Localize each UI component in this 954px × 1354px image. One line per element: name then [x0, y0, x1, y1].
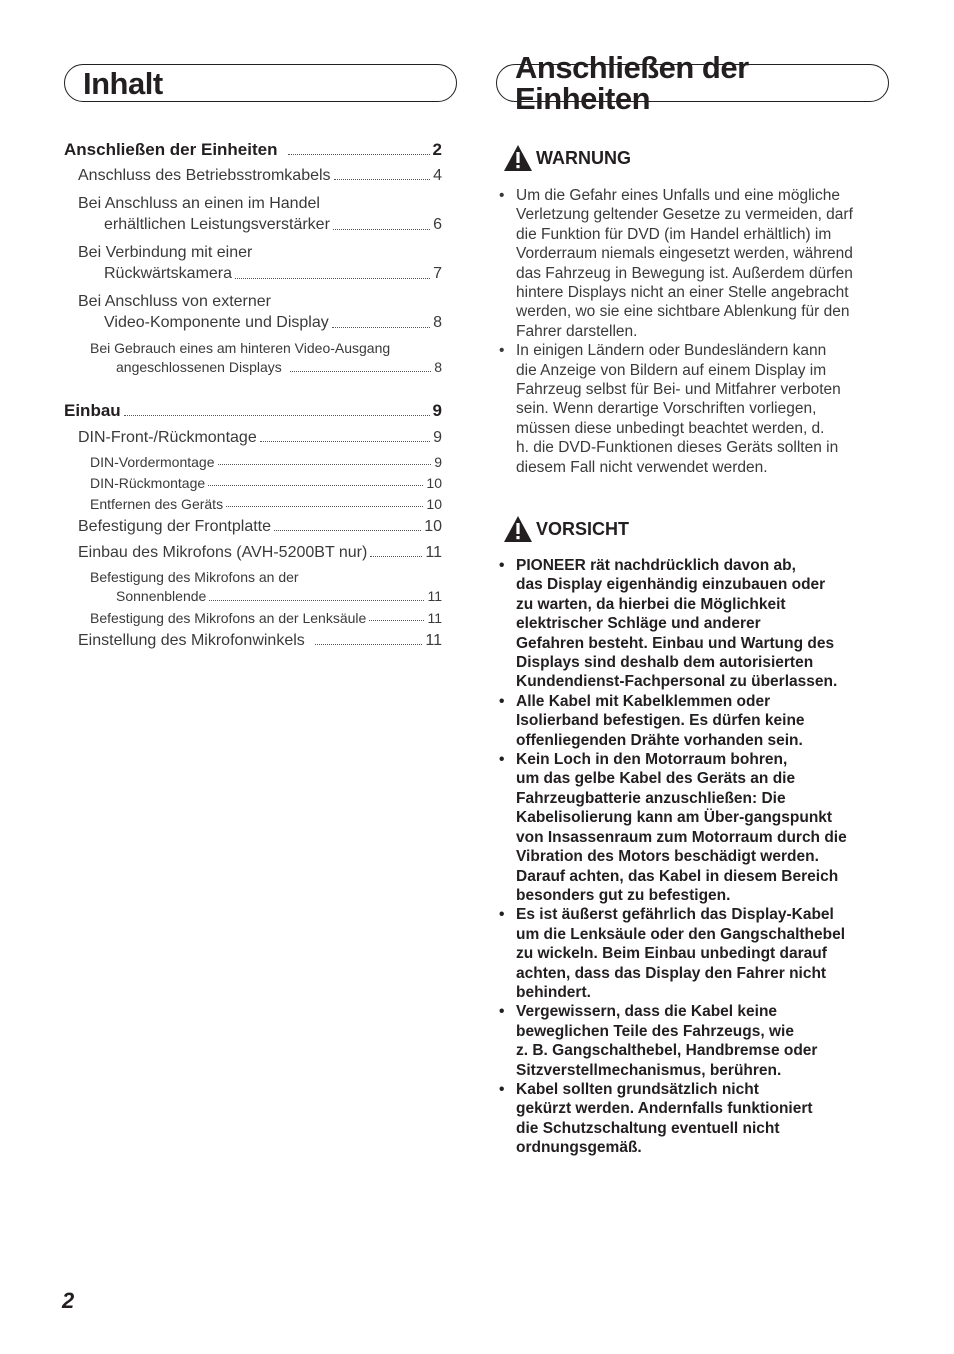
toc-entry-label: DIN-Vordermontage: [90, 454, 215, 470]
toc-entry-label: Einbau: [64, 401, 121, 420]
toc-entry-label: Bei Gebrauch eines am hinteren Video-Ausgang: [90, 340, 391, 356]
toc-entry[interactable]: [64, 568, 442, 606]
caution-item-line: behindert.: [516, 983, 591, 1001]
caution-item-line: Isolierband befestigen. Es dürfen keine: [516, 712, 805, 730]
caution-item-line: das Display eigenhändig einzubauen oder: [516, 576, 826, 594]
toc-entry[interactable]: [64, 518, 442, 536]
toc-leader-dots: [315, 644, 423, 645]
toc-entry-label: Anschluss des Betriebsstromkabels: [78, 167, 331, 184]
warning-item-line: hintere Displays nicht an einer Stelle angebracht: [516, 284, 849, 302]
toc-page-number: 10: [426, 475, 442, 491]
warning-list: [497, 186, 889, 477]
warning-item-line: • In einigen Ländern oder Bundesländern kann: [516, 342, 827, 360]
toc-entry-label: Einbau des Mikrofons (AVH-5200BT nur): [78, 544, 368, 561]
toc-entry[interactable]: [64, 610, 442, 626]
toc-entry-label: Befestigung des Mikrofons an der: [90, 569, 299, 585]
warning-item-line: die Funktion für DVD (im Handel erhältlich) im: [516, 225, 832, 243]
warning-item-line: das Fahrzeug in Bewegung ist. Außerdem dürfen: [516, 264, 853, 282]
caution-item-line: von Insassenraum zum Motorraum durch die: [516, 828, 847, 846]
warning-item-line: Fahrer darstellen.: [516, 322, 638, 340]
toc-entry-label: DIN-Front-/Rückmontage: [78, 429, 257, 446]
toc-leader-dots: [334, 179, 431, 180]
warning-item: [497, 341, 889, 477]
toc-entry-label: Befestigung des Mikrofons an der Lenksäule: [90, 610, 367, 626]
caution-item-line: • Es ist äußerst gefährlich das Display-Kabel: [516, 906, 834, 924]
toc-entry-label-cont: Sonnenblende: [116, 588, 207, 604]
caution-item-line: Fahrzeugbatterie anzuschließen: Die: [516, 789, 786, 807]
toc-leader-dots: [235, 278, 430, 279]
toc-entry[interactable]: [64, 242, 442, 284]
caution-item-line: Gefahren besteht. Einbau und Wartung des: [516, 634, 835, 652]
toc-leader-dots: [290, 371, 431, 372]
toc-page-number: 10: [426, 496, 442, 512]
warning-item-line: • Um die Gefahr eines Unfalls und eine mögliche: [516, 187, 840, 204]
warning-item-line: Verletzung geltender Gesetze zu vermeiden, darf: [516, 206, 853, 224]
toc-entry-label-cont: Rückwärtskamera: [104, 265, 233, 282]
toc-leader-dots: [274, 530, 421, 531]
section-title-box-connecting: [496, 50, 889, 116]
toc-entry-label: Bei Anschluss an einen im Handel: [78, 195, 320, 212]
toc-entry[interactable]: [64, 167, 442, 185]
toc-page-number: 10: [424, 518, 442, 535]
warning-item-line: werden, wo sie eine sichtbare Ablenkung für den: [516, 303, 850, 321]
toc-entry-label-cont: angeschlossenen Displays: [116, 359, 282, 375]
toc-entry[interactable]: [64, 454, 442, 470]
toc-leader-dots: [209, 600, 424, 601]
warning-item-line: h. die DVD-Funktionen dieses Geräts sollten in: [516, 439, 839, 457]
warning-item-line: die Anzeige von Bildern auf einem Display im: [516, 361, 827, 379]
warning-item: [497, 186, 889, 341]
toc-leader-dots: [226, 506, 423, 507]
toc-entry[interactable]: [64, 496, 442, 512]
caution-item-line: Sitzverstellmechanismus, berühren.: [516, 1061, 782, 1079]
toc-page-number: 9: [433, 429, 442, 446]
caution-item-line: Displays sind deshalb dem autorisierten: [516, 654, 814, 672]
caution-item: [497, 1002, 889, 1080]
toc-entry-label: Bei Anschluss von externer: [78, 293, 271, 310]
caution-triangle-icon: [503, 515, 533, 543]
warning-item-line: müssen diese unbedingt beachtet werden, d.: [516, 419, 825, 437]
warning-heading: [503, 144, 631, 172]
toc-page-number: 11: [425, 544, 442, 561]
caution-item-line: beweglichen Teile des Fahrzeugs, wie: [516, 1022, 794, 1040]
toc-entry[interactable]: [64, 401, 442, 421]
warning-item-line: Fahrzeug selbst für Bei- und Mitfahrer verboten: [516, 381, 841, 399]
caution-item-line: • Vergewissern, dass die Kabel keine: [516, 1003, 778, 1021]
caution-item: [497, 905, 889, 1002]
toc-page-number: 8: [434, 359, 442, 375]
caution-item-line: z. B. Gangschalthebel, Handbremse oder: [516, 1042, 818, 1060]
caution-item-line: zu wickeln. Beim Einbau unbedingt darauf: [516, 945, 827, 963]
toc-leader-dots: [333, 229, 430, 230]
toc-entry[interactable]: [64, 544, 442, 562]
toc-entry-label: Entfernen des Geräts: [90, 496, 224, 512]
toc-page-number: 7: [433, 265, 442, 282]
caution-heading: [503, 515, 629, 543]
caution-item-line: elektrischer Schläge und anderer: [516, 615, 761, 633]
caution-item-line: gekürzt werden. Andernfalls funktioniert: [516, 1100, 813, 1118]
caution-item: [497, 1080, 889, 1158]
toc-entry-label-cont: erhältlichen Leistungsverstärker: [104, 216, 330, 233]
toc-entry[interactable]: [64, 140, 442, 160]
warning-triangle-icon: [503, 144, 533, 172]
toc-entry-label: DIN-Rückmontage: [90, 475, 206, 491]
toc-leader-dots: [369, 620, 424, 621]
toc-page-number: 6: [433, 216, 442, 233]
toc-page-number: 9: [432, 401, 442, 420]
page-title-anschliessen: Anschließen der Einheiten: [515, 50, 749, 116]
caution-item-line: achten, dass das Display den Fahrer nicht: [516, 964, 827, 982]
toc-entry[interactable]: [64, 632, 442, 650]
caution-item: [497, 750, 889, 905]
toc-entry[interactable]: [64, 475, 442, 491]
page-title-inhalt: Inhalt: [83, 65, 163, 101]
toc-entry-label: Befestigung der Frontplatte: [78, 518, 272, 535]
toc-page-number: 8: [433, 314, 442, 331]
caution-item-line: Kabelisolierung kann am Über-gangspunkt: [516, 809, 833, 827]
caution-item-line: die Schutzschaltung eventuell nicht: [516, 1119, 780, 1137]
warning-heading-text: WARNUNG: [536, 147, 631, 168]
caution-item: [497, 692, 889, 750]
caution-item-line: • Kein Loch in den Motorraum bohren,: [516, 751, 788, 769]
toc-leader-dots: [218, 464, 432, 465]
caution-item-line: offenliegenden Drähte vorhanden sein.: [516, 731, 803, 749]
caution-item: [497, 556, 889, 692]
warning-item-line: sein. Wenn derartige Vorschriften vorliegen,: [516, 400, 817, 418]
toc-page-number: 4: [433, 167, 442, 184]
toc-page-number: 11: [427, 610, 442, 626]
caution-item-line: Darauf achten, das Kabel in diesem Bereich: [516, 867, 839, 885]
caution-heading-text: VORSICHT: [536, 518, 630, 539]
toc-leader-dots: [370, 556, 422, 557]
caution-list: [497, 556, 889, 1158]
warning-item-line: diesem Fall nicht verwendet werden.: [516, 458, 768, 476]
toc-entry[interactable]: [64, 339, 442, 377]
caution-item-line: • Kabel sollten grundsätzlich nicht: [516, 1080, 759, 1098]
caution-item-line: zu warten, da hierbei die Möglichkeit: [516, 595, 786, 613]
section-title-box-toc: [64, 64, 457, 102]
toc-entry-label-cont: Video-Komponente und Display: [104, 314, 329, 331]
caution-item-line: ordnungsgemäß.: [516, 1139, 642, 1157]
caution-item-line: besonders gut zu befestigen.: [516, 886, 731, 904]
toc-entry-label: Einstellung des Mikrofonwinkels: [78, 632, 305, 649]
toc-page-number: 11: [425, 632, 442, 649]
toc-entry-label: Anschließen der Einheiten: [64, 140, 278, 159]
caution-item-line: um das gelbe Kabel des Geräts an die: [516, 770, 796, 788]
warning-item-line: Vorderraum niemals eingesetzt werden, während: [516, 245, 853, 263]
toc-leader-dots: [260, 441, 430, 442]
toc-page-number: 11: [427, 588, 442, 604]
page-number: 2: [62, 1288, 75, 1313]
caution-item-line: • Alle Kabel mit Kabelklemmen oder: [516, 692, 771, 710]
caution-item-line: Kundendienst-Fachpersonal zu überlassen.: [516, 673, 838, 691]
toc-entry[interactable]: [64, 193, 442, 235]
toc-page-number: 2: [432, 140, 442, 159]
caution-item-line: Vibration des Motors beschädigt werden.: [516, 848, 819, 866]
caution-item-line: um die Lenksäule oder den Gangschalthebel: [516, 925, 846, 943]
toc-leader-dots: [124, 415, 430, 416]
toc-entry-label: Bei Verbindung mit einer: [78, 244, 253, 261]
table-of-contents: [64, 140, 442, 650]
toc-entry[interactable]: [64, 291, 442, 333]
caution-item-line: • PIONEER rät nachdrücklich davon ab,: [516, 557, 796, 574]
toc-leader-dots: [332, 327, 430, 328]
toc-leader-dots: [288, 154, 430, 155]
toc-entry[interactable]: [64, 429, 442, 447]
toc-leader-dots: [208, 485, 423, 486]
toc-page-number: 9: [434, 454, 442, 470]
